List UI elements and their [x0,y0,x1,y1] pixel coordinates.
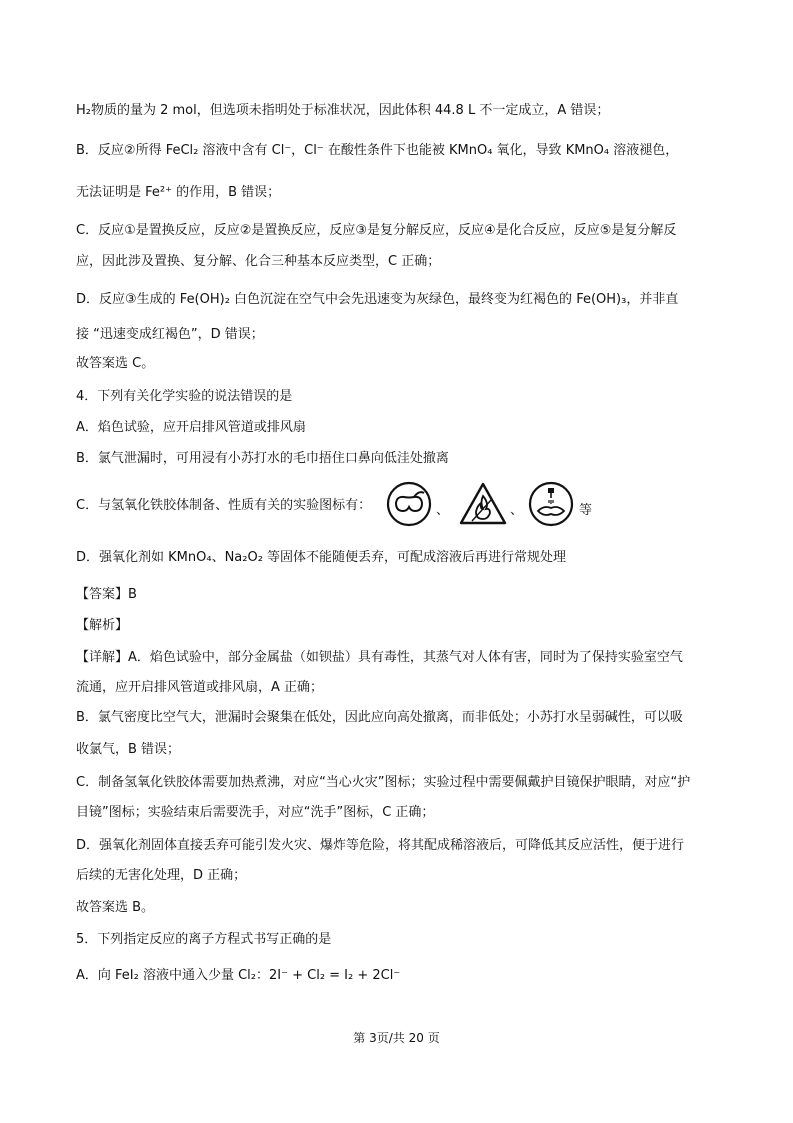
text-line: D．反应③生成的 Fe(OH)₂ 白色沉淀在空气中会先迅速变为灰绿色，最终变为红褐色的 Fe(OH)₃，并非直 [76,292,679,307]
option-b: B．氯气泄漏时，可用浸有小苏打水的毛巾捂住口鼻向低洼处撤离 [76,451,449,466]
text-line: 故答案选 C。 [76,356,155,371]
text-line: H₂物质的量为 2 mol，但选项未指明处于标准状况，因此体积 44.8 L 不一定成立，A 错误； [76,103,610,118]
text-line: 等 [579,503,593,518]
text-line: D．强氧化剂固体直接丢弃可能引发火灾、爆炸等危险，将其配成稀溶液后，可降低其反应活性，便于进行 [76,838,685,853]
separator: 、 [436,503,450,518]
text-line: 目镜”图标；实验结束后需要洗手，对应“洗手”图标，C 正确； [76,805,435,820]
text-line: 【详解】A．焰色试验中，部分金属盐（如钡盐）具有毒性，其蒸气对人体有害，同时为了保持实验室空气 [76,650,683,665]
text-line: 故答案选 B。 [76,900,155,915]
text-line: B．氯气密度比空气大，泄漏时会聚集在低处，因此应向高处撤离，而非低处；小苏打水呈弱碱性，可以吸 [76,710,683,725]
text-line: 收氯气，B 错误； [76,742,181,757]
goggles-icon [386,481,432,527]
text-line: 流通，应开启排风管道或排风扇，A 正确； [76,680,324,695]
question-5-stem: 5．下列指定反应的离子方程式书写正确的是 [76,932,332,947]
option-a: A．焰色试验，应开启排风管道或排风扇 [76,420,306,435]
separator: 、 [510,503,524,518]
analysis-label: 【解析】 [76,618,129,633]
text-line: 后续的无害化处理，D 正确； [76,868,247,883]
safety-icons-row [380,481,600,529]
text-line: 接 “迅速变成红褐色”，D 错误； [76,327,264,342]
text-line: C．制备氢氧化铁胶体需要加热煮沸，对应“当心火灾”图标；实验过程中需要佩戴护目镜保护眼睛，对应“护 [76,775,691,790]
question-4-stem: 4．下列有关化学实验的说法错误的是 [76,389,293,404]
option-d: D．强氧化剂如 KMnO₄、Na₂O₂ 等固体不能随便丢弃，可配成溶液后再进行常规处理 [76,550,567,565]
fire-warning-icon [458,481,504,527]
text-line: 应，因此涉及置换、复分解、化合三种基本反应类型，C 正确； [76,254,441,269]
hand-wash-icon [528,481,574,527]
page-footer: 第 3页/共 20 页 [353,1031,440,1045]
text-line: 无法证明是 Fe²⁺ 的作用，B 错误； [76,185,281,200]
text-line: C．反应①是置换反应，反应②是置换反应，反应③是复分解反应，反应④是化合反应，反应⑤是复分解反 [76,223,677,238]
option-c: C．与氢氧化铁胶体制备、性质有关的实验图标有： [76,498,372,513]
text-line: B．反应②所得 FeCl₂ 溶液中含有 Cl⁻，Cl⁻ 在酸性条件下也能被 KMnO₄ 氧化，导致 KMnO₄ 溶液褪色， [76,143,679,158]
option-a: A．向 FeI₂ 溶液中通入少量 Cl₂：2I⁻ + Cl₂ = I₂ + 2Cl⁻ [76,968,401,983]
answer-label: 【答案】B [76,587,137,602]
